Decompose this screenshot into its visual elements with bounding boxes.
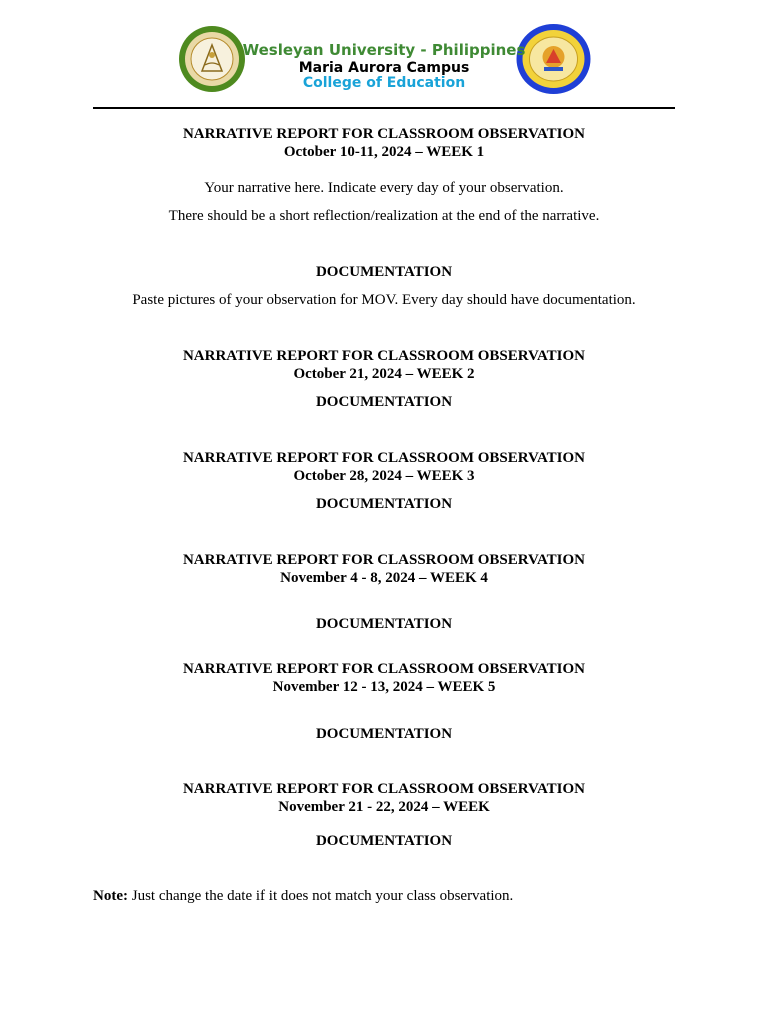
report-date: November 12 - 13, 2024 – WEEK 5 (272, 679, 496, 695)
report-date: November 21 - 22, 2024 – WEEK (278, 799, 490, 815)
document-header (0, 0, 768, 110)
documentation-heading: DOCUMENTATION (315, 726, 453, 742)
narrative-instruction: Your narrative here. Indicate every day of your observation. (204, 180, 564, 196)
report-date: November 4 - 8, 2024 – WEEK 4 (280, 570, 488, 586)
documentation-heading: DOCUMENTATION (315, 616, 453, 632)
university-name: Wesleyan University - Philippines (242, 41, 526, 59)
documentation-heading: DOCUMENTATION (315, 264, 453, 280)
note-label: Note: (93, 888, 128, 904)
report-title: NARRATIVE REPORT FOR CLASSROOM OBSERVATION (182, 552, 586, 568)
report-title: NARRATIVE REPORT FOR CLASSROOM OBSERVATION (182, 781, 586, 797)
report-date: October 28, 2024 – WEEK 3 (293, 468, 475, 484)
report-title: NARRATIVE REPORT FOR CLASSROOM OBSERVATION (182, 450, 586, 466)
report-date: October 21, 2024 – WEEK 2 (293, 366, 475, 382)
note (93, 887, 513, 905)
report-title: NARRATIVE REPORT FOR CLASSROOM OBSERVATION (182, 661, 586, 677)
reflection-instruction: There should be a short reflection/realization at the end of the narrative. (168, 208, 600, 224)
header-divider (93, 107, 675, 109)
documentation-instruction: Paste pictures of your observation for MOV. Every day should have documentation. (132, 292, 636, 308)
documentation-heading: DOCUMENTATION (315, 833, 453, 849)
report-title: NARRATIVE REPORT FOR CLASSROOM OBSERVATION (182, 126, 586, 142)
documentation-heading: DOCUMENTATION (315, 394, 453, 410)
campus-name: Maria Aurora Campus (298, 60, 470, 76)
report-title: NARRATIVE REPORT FOR CLASSROOM OBSERVATION (182, 348, 586, 364)
note-text: Just change the date if it does not match your class observation. (131, 888, 514, 904)
documentation-heading: DOCUMENTATION (315, 496, 453, 512)
report-date: October 10-11, 2024 – WEEK 1 (283, 144, 485, 160)
college-name: College of Education (302, 75, 466, 91)
